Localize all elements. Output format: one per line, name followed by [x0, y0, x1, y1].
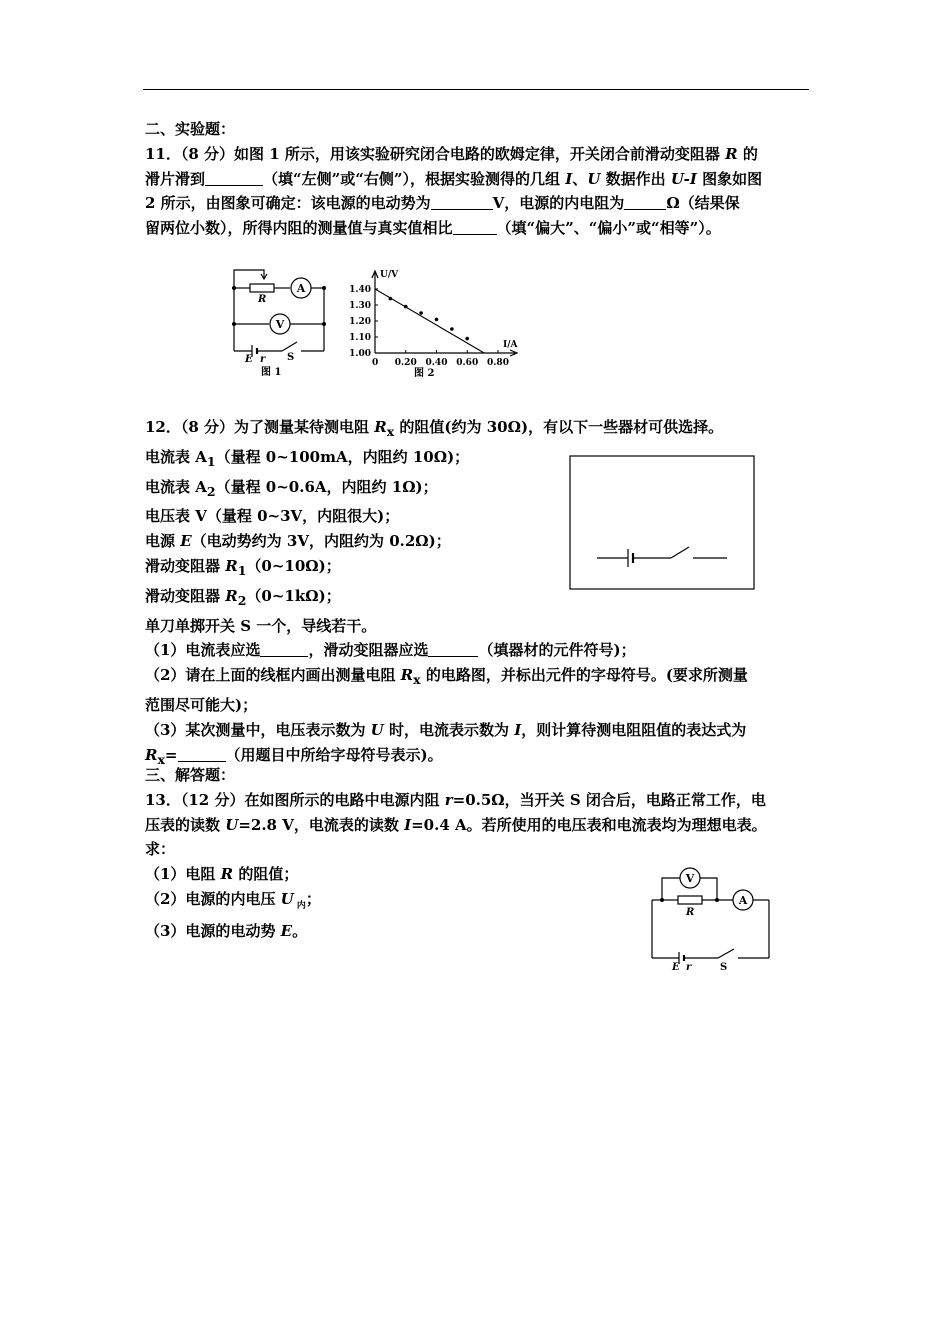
- data-point: [435, 318, 439, 322]
- data-point: [419, 311, 423, 315]
- section-heading-solutions: 三、解答题：: [145, 766, 236, 784]
- answer-blank[interactable]: [453, 219, 497, 235]
- figure-q13-circuit: [650, 866, 775, 976]
- q13-part-2: （2）电源的内电压 U $_内$；: [145, 889, 321, 911]
- y-tick-label: 1.30: [349, 301, 371, 311]
- x-tick-label: 0.60: [456, 358, 479, 368]
- fig3-label-R: R: [686, 907, 695, 918]
- q13-line-1: 13．（12 分）在如图所示的电路中电源内阻 r=0.5Ω，当开关 S 闭合后，电路正常工作，电: [145, 790, 766, 809]
- q12-part-3: （3）某次测量中，电压表示数为 U 时，电流表示数为 I，则计算待测电阻阻值的表达式为: [145, 720, 747, 739]
- x-tick-label: 0.40: [425, 358, 448, 368]
- q11-line-3: 2 所示，由图象可确定：该电源的电动势为 V，电源的内电阻为 Ω（结果保: [145, 194, 740, 213]
- answer-blank[interactable]: [260, 641, 308, 657]
- q12-part-2: （2）请在上面的线框内画出测量电阻 $R_x$ 的电路图，并标出元件的字母符号。(要求所测量: [145, 666, 748, 688]
- question-11-block: [145, 117, 809, 241]
- q12-part-2-cont: 范围尽可能大)；: [145, 695, 258, 714]
- answer-blank[interactable]: [428, 641, 478, 657]
- x-tick-label: 0.80: [487, 358, 509, 368]
- y-axis-label: U/V: [380, 270, 399, 280]
- equipment-switch: 单刀单掷开关 S 一个，导线若干。: [145, 616, 377, 635]
- y-tick-label: 1.20: [349, 317, 371, 327]
- q11-line-1: 11．（8 分）如图 1 所示，用该实验研究闭合电路的欧姆定律，开关闭合前滑动变阻器 R 的: [145, 144, 758, 163]
- answer-blank[interactable]: [178, 746, 226, 762]
- answer-blank[interactable]: [205, 170, 263, 186]
- answer-blank[interactable]: [624, 194, 666, 210]
- q13-line-2: 压表的读数 U=2.8 V，电流表的读数 I=0.4 A。若所使用的电压表和电流表均为理想电表。: [145, 815, 767, 834]
- top-rule: [143, 89, 809, 90]
- fig3-label-E: E: [672, 962, 680, 973]
- data-point: [450, 327, 454, 331]
- x-tick-label: 0.20: [394, 358, 417, 368]
- equipment-rheostat-r1: 滑动变阻器 $R_1(0\sim 10\Omega)$；: [145, 556, 341, 578]
- fig3-ammeter-label: A: [738, 894, 748, 907]
- fig1-label-R: R: [258, 294, 267, 305]
- q11-line-4: 留两位小数），所得内阻的测量值与真实值相比 （填“偏大”、“偏小”或“相等”）。: [145, 219, 721, 238]
- data-point: [404, 305, 408, 309]
- q11-line-2: 滑片滑到 （填“左侧”或“右侧”），根据实验测得的几组 I、U 数据作出 U-I 图象如图: [145, 169, 763, 188]
- q12-part-3-cont: $R_x=$ （用题目中所给字母符号表示)。: [145, 745, 443, 767]
- equipment-ammeter-a2: 电流表 $A_2$（量程 0~0.6A，内阻约 1Ω)；: [145, 477, 438, 499]
- x-axis-label: I/A: [503, 340, 518, 350]
- data-point: [465, 337, 469, 341]
- y-tick-label: 1.00: [349, 349, 371, 359]
- circuit-drawing-box[interactable]: [569, 455, 755, 590]
- fig1-caption: 图 1: [261, 367, 282, 378]
- equipment-source: 电源 E（电动势约为 3V，内阻约为 0.2Ω)；: [145, 532, 451, 551]
- q13-line-3: 求：: [145, 840, 176, 859]
- y-tick-label: 1.10: [349, 333, 371, 343]
- equipment-rheostat-r2: 滑动变阻器 $R_2(0\sim 1k\Omega)$；: [145, 586, 341, 608]
- fig3-label-r: r: [686, 962, 692, 973]
- q12-part-1: （1）电流表应选 ，滑动变阻器应选 （填器材的元件符号)；: [145, 641, 636, 660]
- battery-switch-symbol: [597, 547, 727, 567]
- answer-blank[interactable]: [431, 194, 493, 210]
- figure-1-circuit: [225, 268, 335, 378]
- fig3-label-S: S: [720, 962, 728, 973]
- y-tick-label: 1.40: [349, 285, 371, 295]
- figure-2-ui-chart: [340, 265, 530, 380]
- q12-intro: 12．（8 分）为了测量某待测电阻 $R_x$ 的阻值(约为 30Ω)，有以下一些器材可供选择。: [145, 418, 724, 439]
- data-point: [389, 297, 393, 301]
- fig1-label-S: S: [287, 352, 295, 363]
- fig1-voltmeter-label: V: [275, 318, 285, 331]
- q13-part-1: （1）电阻 R 的阻值；: [145, 865, 299, 884]
- fig1-label-r: r: [260, 354, 266, 365]
- fig2-caption: 图 2: [414, 368, 435, 379]
- fig1-ammeter-label: A: [296, 282, 306, 295]
- fig1-label-E: E: [245, 354, 253, 365]
- section-heading-experiment: 二、实验题：: [145, 120, 236, 138]
- q13-part-3: （3）电源的电动势 E。: [145, 921, 308, 940]
- origin-label: 0: [372, 358, 379, 368]
- fig3-voltmeter-label: V: [685, 872, 695, 885]
- equipment-ammeter-a1: 电流表 $A_1$（量程 0~100mA，内阻约 10Ω)；: [145, 447, 470, 469]
- equipment-voltmeter: 电压表 V（量程 0~3V，内阻很大)；: [145, 507, 400, 526]
